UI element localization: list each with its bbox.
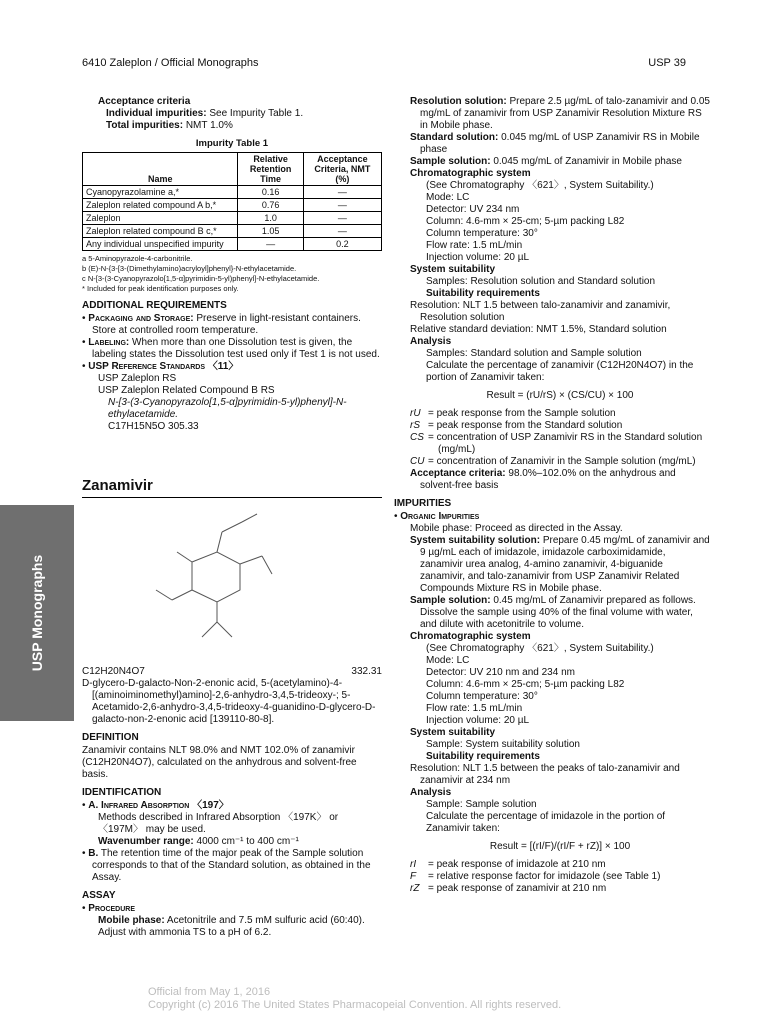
- symbol-definition: = peak response from the Standard solution: [428, 420, 623, 431]
- side-tab: [0, 505, 74, 721]
- suitability-samples: Samples: Resolution solution and Standard solution: [426, 276, 656, 287]
- footer-copyright: Copyright (c) 2016 The United States Pharmacopeial Convention. All rights reserved.: [148, 999, 562, 1011]
- wavenumber-range: [82, 836, 382, 848]
- sample2-text: 0.45 mg/mL of Zanamivir prepared as follows. Dissolve the sample using 40% of the final volume with water, and dilute with acetonitrile to volume.: [420, 595, 696, 630]
- symbol-definition: = peak response of zanamivir at 210 nm: [428, 883, 607, 894]
- resolution-solution-text: Prepare 2.5 µg/mL of talo-zanamivir and 0.05 mg/mL of zanamivir from USP Zanamivir Resolution Mixture RS in Mobile phase.: [420, 96, 710, 131]
- sample-solution-2: [410, 595, 710, 631]
- packaging-label: Packaging and Storage:: [88, 313, 194, 324]
- header-left: 6410 Zaleplon / Official Monographs: [82, 57, 259, 69]
- mode-2: Mode: LC: [426, 655, 470, 666]
- acceptance-title: Acceptance criteria: [98, 96, 191, 107]
- analysis-2-label: Analysis: [410, 787, 452, 798]
- ident-b-text: The retention time of the major peak of the Sample solution corresponds to that of the Standard solution, as obtained in the Assay.: [92, 848, 371, 883]
- column: Column: 4.6-mm × 25-cm; 5-µm packing L82: [426, 216, 625, 227]
- sss-text: Prepare 0.45 mg/mL of zanamivir and 9 µg/mL each of imidazole, imidazole carboximidamide, zanamivir urea analog, 4-amino zanamivir, 4-biguanide zanamivir, and talo-zanamivir from USP Zanamivir Related Compounds Mixture RS in Mobile phase.: [420, 535, 710, 594]
- table-cell: Any individual unspecified impurity: [83, 238, 238, 251]
- table-row: [83, 225, 382, 238]
- symbol: rI: [410, 859, 417, 870]
- ref-line: C17H15N5O 305.33: [108, 421, 199, 432]
- molecular-weight: 332.31: [351, 666, 382, 677]
- total-impurities: [98, 120, 382, 132]
- footnote: c N-[3-(3-Cyanopyrazolo[1,5-α]pyrimidin-5-yl)phenyl]-N-ethylacetamide.: [82, 274, 320, 283]
- right-column: [394, 96, 710, 895]
- resolution-solution-label: Resolution solution:: [410, 96, 507, 107]
- impurity-table: [82, 152, 382, 251]
- molecular-formula: C12H20N4O7: [82, 666, 145, 677]
- chromatographic-system-2-label: Chromatographic system: [410, 631, 531, 642]
- table-caption: Impurity Table 1: [195, 138, 269, 149]
- symbol-definition: = relative response factor for imidazole (see Table 1): [428, 871, 661, 882]
- column-temperature: Column temperature: 30°: [426, 228, 538, 239]
- symbol: rU: [410, 408, 421, 419]
- header-right: USP 39: [648, 57, 686, 69]
- table-cell: Zaleplon related compound B c,*: [83, 225, 238, 238]
- zanamivir-structure-image: [122, 512, 302, 652]
- chemical-name: D-glycero-D-galacto-Non-2-enonic acid, 5-(acetylamino)-4-[(aminoiminomethyl)amino]-2,6-anhydro-3,4,5-trideoxy-; 5-Acetamido-2,6-anhydro-3,4,5-trideoxy-4-guanidino-D-glycero-D-galacto-non-2-enonic acid [139110-80-8].: [82, 678, 376, 725]
- symbol-definition: = concentration of Zanamivir in the Sample solution (mg/mL): [428, 456, 696, 467]
- calculation-2-text: Calculate the percentage of imidazole in the portion of Zanamivir taken:: [426, 811, 666, 834]
- individual-label: Individual impurities:: [106, 108, 207, 119]
- left-column: [82, 96, 382, 939]
- ref-line: N-[3-(3-Cyanopyrazolo[1,5-α]pyrimidin-5-yl)phenyl]-N-ethylacetamide.: [108, 397, 347, 420]
- injection-volume: Injection volume: 20 µL: [426, 252, 530, 263]
- symbol: rS: [410, 420, 420, 431]
- table-cell: Zaleplon: [83, 212, 238, 225]
- symbol-definition: = peak response of imidazole at 210 nm: [428, 859, 606, 870]
- definition-row: [410, 432, 710, 456]
- sample-solution: [410, 156, 710, 168]
- mobile-phase-text: Acetonitrile and 7.5 mM sulfuric acid (60:40). Adjust with ammonia TS to a pH of 6.2.: [98, 915, 365, 938]
- ident-b: [82, 848, 382, 884]
- table-row: [83, 199, 382, 212]
- additional-requirements-heading: ADDITIONAL REQUIREMENTS: [82, 300, 227, 311]
- labeling: [82, 337, 382, 361]
- definition-text: Zanamivir contains NLT 98.0% and NMT 102.0% of zanamivir (C12H20N4O7), calculated on the anhydrous and solvent-free basis.: [82, 745, 357, 780]
- col-header-name: Name: [83, 153, 238, 186]
- calculation-text: Calculate the percentage of zanamivir (C12H20N4O7) in the portion of Zanamivir taken:: [426, 360, 694, 383]
- monograph-title: Zanamivir: [82, 477, 382, 498]
- total-label: Total impurities:: [106, 120, 184, 131]
- ident-a-label: A. Infrared Absorption 〈197〉: [88, 800, 229, 811]
- mode: Mode: LC: [426, 192, 470, 203]
- packaging-storage: [82, 313, 382, 337]
- col-header-acceptance: Acceptance Criteria, NMT (%): [303, 153, 381, 186]
- identification-heading: IDENTIFICATION: [82, 787, 162, 798]
- organic-impurities-label: Organic Impurities: [400, 511, 480, 522]
- suitability-requirements-label: Suitability requirements: [426, 288, 540, 299]
- resolution-requirement-2: Resolution: NLT 1.5 between the peaks of talo-zanamivir and zanamivir at 234 nm: [410, 763, 680, 786]
- acceptance-label: Acceptance criteria:: [410, 468, 506, 479]
- flow-rate: Flow rate: 1.5 mL/min: [426, 240, 523, 251]
- symbol: CS: [410, 432, 424, 443]
- table-cell: Zaleplon related compound A b,*: [83, 199, 238, 212]
- system-suitability-label: System suitability: [410, 264, 496, 275]
- definition-heading: DEFINITION: [82, 732, 139, 743]
- reference-standards: [82, 361, 382, 373]
- table-cell: 1.0: [238, 212, 303, 225]
- col-header-rrt: Relative Retention Time: [238, 153, 303, 186]
- suitability-sample: Sample: System suitability solution: [426, 739, 580, 750]
- mobile-phase-2: Mobile phase: Proceed as directed in the Assay.: [410, 523, 623, 534]
- table-footnotes: [82, 254, 382, 294]
- column-temperature-2: Column temperature: 30°: [426, 691, 538, 702]
- ident-a: [82, 800, 382, 812]
- definition-row: [410, 871, 710, 883]
- ref-label: USP Reference Standards 〈11〉: [88, 361, 239, 372]
- result-formula: Result = (rU/rS) × (CS/CU) × 100: [486, 390, 634, 401]
- system-suitability-2-label: System suitability: [410, 727, 496, 738]
- table-cell: —: [303, 212, 381, 225]
- definition-row: [410, 408, 710, 420]
- mobile-phase-label: Mobile phase:: [98, 915, 165, 926]
- symbol-definition: = concentration of USP Zanamivir RS in the Standard solution (mg/mL): [428, 432, 703, 455]
- detector: Detector: UV 234 nm: [426, 204, 520, 215]
- footer: [148, 986, 561, 1012]
- chromatographic-system-label: Chromatographic system: [410, 168, 531, 179]
- packaging-text: Preserve in light-resistant containers. Store at controlled room temperature.: [92, 313, 361, 336]
- total-value: NMT 1.0%: [185, 120, 233, 131]
- standard-solution-text: 0.045 mg/mL of USP Zanamivir RS in Mobile phase: [420, 132, 700, 155]
- ref-line: USP Zaleplon RS: [98, 373, 177, 384]
- definition-row: [410, 420, 710, 432]
- definition-row: [410, 859, 710, 871]
- ref-line: USP Zaleplon Related Compound B RS: [98, 385, 275, 396]
- definition-row: [410, 883, 710, 895]
- symbol: CU: [410, 456, 425, 467]
- standard-solution-label: Standard solution:: [410, 132, 499, 143]
- sample-solution-text: 0.045 mg/mL of Zanamivir in Mobile phase: [493, 156, 682, 167]
- mobile-phase: [82, 915, 382, 939]
- acceptance-criteria-assay: [410, 468, 710, 492]
- table-cell: —: [303, 186, 381, 199]
- table-cell: —: [303, 225, 381, 238]
- analysis-2-sample: Sample: Sample solution: [426, 799, 537, 810]
- rsd-requirement: Relative standard deviation: NMT 1.5%, Standard solution: [410, 324, 667, 335]
- resolution-solution: [410, 96, 710, 132]
- table-row: [83, 186, 382, 199]
- labeling-text: When more than one Dissolution test is given, the labeling states the Dissolution test used only if Test 1 is not used.: [92, 337, 380, 360]
- individual-value: See Impurity Table 1.: [209, 108, 304, 119]
- formula-line: [82, 666, 382, 678]
- acceptance-text: 98.0%–102.0% on the anhydrous and solvent-free basis: [420, 468, 676, 491]
- individual-impurities: [98, 108, 382, 120]
- table-cell: 0.2: [303, 238, 381, 251]
- table-cell: 1.05: [238, 225, 303, 238]
- resolution-requirement: Resolution: NLT 1.5 between talo-zanamivir and zanamivir, Resolution solution: [410, 300, 671, 323]
- procedure-label: Procedure: [88, 903, 136, 914]
- assay-heading: ASSAY: [82, 890, 116, 901]
- table-row: [83, 212, 382, 225]
- system-suitability-solution: [410, 535, 710, 595]
- footnote: a 5-Aminopyrazole-4-carbonitrile.: [82, 254, 193, 263]
- analysis-label: Analysis: [410, 336, 452, 347]
- impurities-heading: IMPURITIES: [394, 498, 452, 509]
- table-cell: Cyanopyrazolamine a,*: [83, 186, 238, 199]
- definition-row: [410, 456, 710, 468]
- sample-solution-label: Sample solution:: [410, 156, 491, 167]
- organic-impurities: [394, 511, 710, 523]
- suitability-requirements-2-label: Suitability requirements: [426, 751, 540, 762]
- table-cell: 0.16: [238, 186, 303, 199]
- side-tab-label: USP Monographs: [29, 554, 45, 672]
- injection-volume-2: Injection volume: 20 µL: [426, 715, 530, 726]
- symbol: rZ: [410, 883, 420, 894]
- footer-official-date: Official from May 1, 2016: [148, 986, 271, 998]
- result-2-formula: Result = [(rI/F)/(rI/F + rZ)] × 100: [489, 841, 631, 852]
- table-cell: —: [303, 199, 381, 212]
- sample2-label: Sample solution:: [410, 595, 491, 606]
- table-header-row: [83, 153, 382, 186]
- column-2: Column: 4.6-mm × 25-cm; 5-µm packing L82: [426, 679, 625, 690]
- table-cell: —: [238, 238, 303, 251]
- procedure: [82, 903, 382, 915]
- wavenumber-label: Wavenumber range:: [98, 836, 194, 847]
- acceptance-criteria: [82, 96, 382, 132]
- symbol: F: [410, 871, 417, 882]
- flow-rate-2: Flow rate: 1.5 mL/min: [426, 703, 523, 714]
- table-cell: 0.76: [238, 199, 303, 212]
- ident-a-text: Methods described in Infrared Absorption 〈197K〉 or 〈197M〉 may be used.: [98, 812, 339, 835]
- wavenumber-value: 4000 cm⁻¹ to 400 cm⁻¹: [196, 836, 299, 847]
- standard-solution: [410, 132, 710, 156]
- labeling-label: Labeling:: [88, 337, 130, 348]
- sss-label: System suitability solution:: [410, 535, 541, 546]
- detector-2: Detector: UV 210 nm and 234 nm: [426, 667, 575, 678]
- chromatography-reference: (See Chromatography 〈621〉, System Suitability.): [426, 180, 654, 191]
- chromatography-reference-2: (See Chromatography 〈621〉, System Suitability.): [426, 643, 654, 654]
- ident-b-label: B.: [88, 848, 99, 859]
- footnote: * Included for peak identification purposes only.: [82, 284, 239, 293]
- symbol-definition: = peak response from the Sample solution: [428, 408, 616, 419]
- footnote: b (E)-N-{3-[3-(Dimethylamino)acryloyl]phenyl}-N-ethylacetamide.: [82, 264, 297, 273]
- analysis-samples: Samples: Standard solution and Sample solution: [426, 348, 642, 359]
- table-row: [83, 238, 382, 251]
